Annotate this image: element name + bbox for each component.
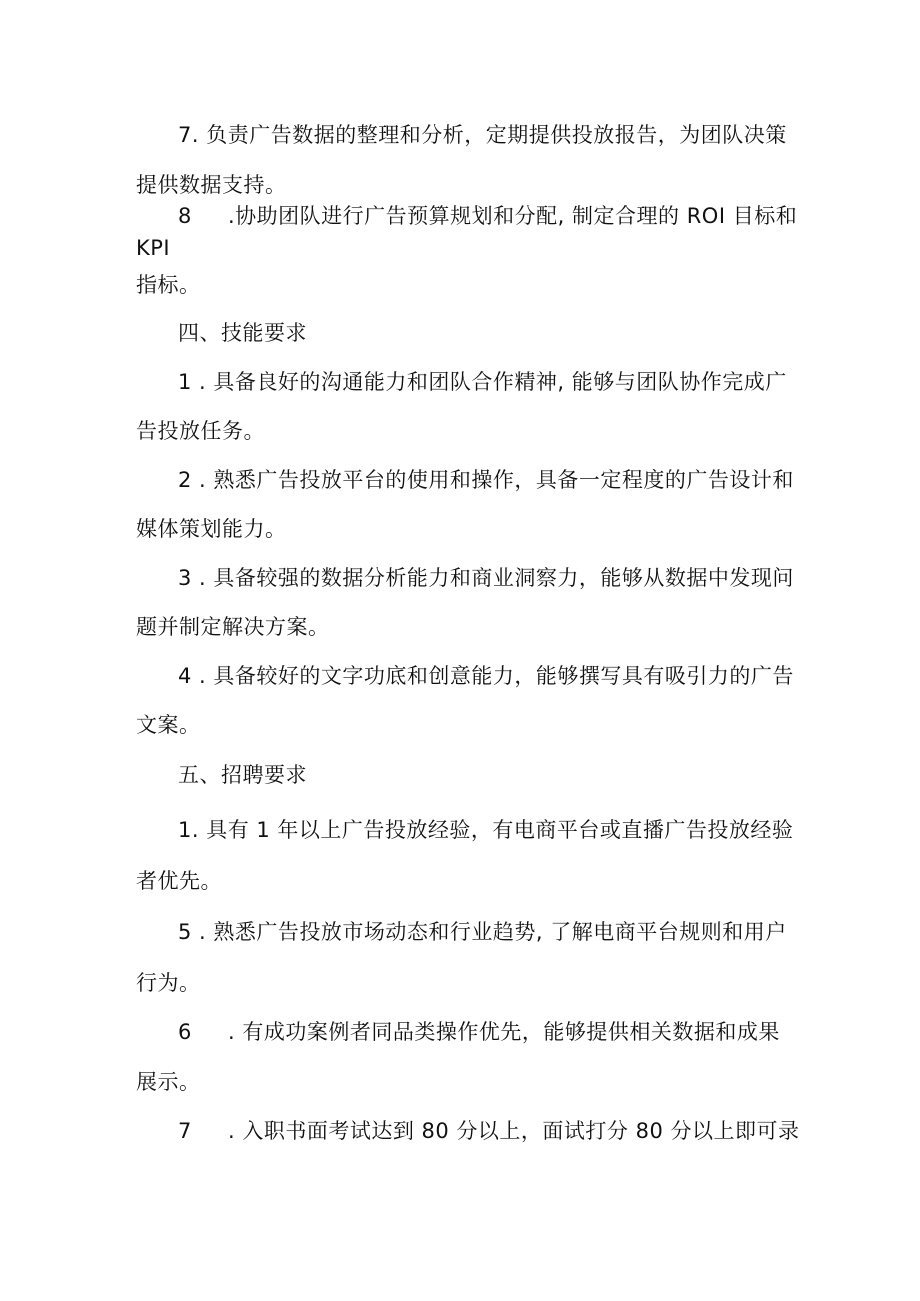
item-8-line-1: .协助团队进行广告预算规划和分配, 制定合理的 ROI 目标和 xyxy=(228,204,798,228)
skill-3-line-2: 题并制定解决方案。 xyxy=(136,615,330,639)
skill-4-line-1: 4 . 具备较好的文字功底和创意能力，能够撰写具有吸引力的广告 xyxy=(178,664,794,688)
skill-1-line-1: 1 . 具备良好的沟通能力和团队合作精神, 能够与团队协作完成广 xyxy=(178,370,787,394)
req-6-line-1: . 有成功案例者同品类操作优先，能够提供相关数据和成果 xyxy=(228,1020,780,1044)
item-8-number: 8 xyxy=(178,204,192,228)
section-4-heading: 四、技能要求 xyxy=(178,321,307,345)
req-1-line-1: 1. 具有 1 年以上广告投放经验，有电商平台或直播广告投放经验 xyxy=(178,818,794,842)
item-7-line-1: 7. 负责广告数据的整理和分析，定期提供投放报告，为团队决策 xyxy=(178,123,787,147)
req-1-line-2: 者优先。 xyxy=(136,869,222,893)
req-7-line-1: . 入职书面考试达到 80 分以上，面试打分 80 分以上即可录 xyxy=(228,1119,800,1143)
skill-4-line-2: 文案。 xyxy=(136,713,201,737)
skill-2-line-2: 媒体策划能力。 xyxy=(136,517,287,541)
skill-1-line-2: 告投放任务。 xyxy=(136,419,265,443)
skill-2-line-1: 2 . 熟悉广告投放平台的使用和操作，具备一定程度的广告设计和 xyxy=(178,468,794,492)
item-7-line-2: 提供数据支持。 xyxy=(136,173,287,197)
req-7-number: 7 xyxy=(178,1119,192,1143)
req-6-line-2: 展示。 xyxy=(136,1070,201,1094)
req-6-number: 6 xyxy=(178,1020,192,1044)
item-8-line-3: 指标。 xyxy=(136,273,201,297)
req-5-line-1: 5 . 熟悉广告投放市场动态和行业趋势, 了解电商平台规则和用户 xyxy=(178,920,787,944)
item-8-line-2: KPI xyxy=(136,236,171,260)
req-5-line-2: 行为。 xyxy=(136,971,201,995)
skill-3-line-1: 3 . 具备较强的数据分析能力和商业洞察力，能够从数据中发现问 xyxy=(178,566,794,590)
section-5-heading: 五、招聘要求 xyxy=(178,763,307,787)
